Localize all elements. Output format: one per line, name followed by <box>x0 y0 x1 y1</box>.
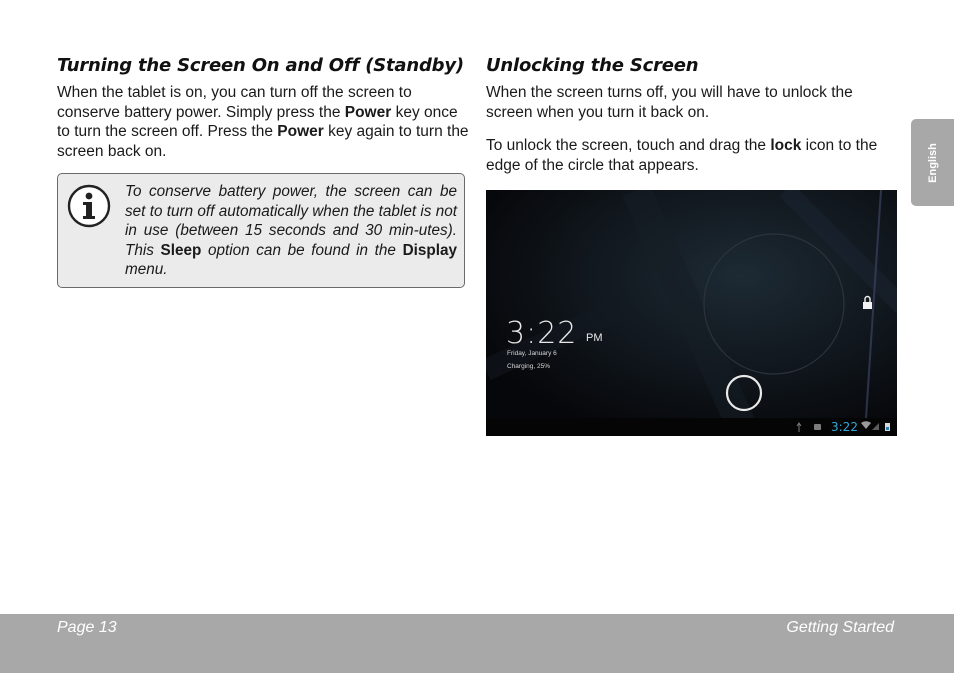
page-number: Page 13 <box>57 619 117 636</box>
section-heading-standby: Turning the Screen On and Off (Standby) <box>57 55 464 76</box>
language-tab-label: English <box>926 142 939 183</box>
note-text: To conserve battery power, the screen can be set to turn off automatically when the tablet is not in use (between 15 seconds and 30 min-utes). This Sleep option can be found in the Display menu. <box>125 183 457 278</box>
lockscreen-clock: 3:22 <box>506 316 578 351</box>
unlock-paragraph-1: When the screen turns off, you will have to unlock the screen when you turn it back on. <box>486 84 853 121</box>
info-icon <box>67 184 111 228</box>
status-clock: 3:22 <box>831 420 858 434</box>
standby-paragraph: When the tablet is on, you can turn off the screen to conserve battery power. Simply press the Power key once to turn the screen off. Press the Power key again to turn the screen back on. <box>57 84 469 160</box>
lockscreen-ampm: PM <box>586 332 603 344</box>
lockscreen-charging: Charging, 25% <box>507 363 550 370</box>
lockscreen-image <box>486 190 897 436</box>
unlock-paragraph-2: To unlock the screen, touch and drag the lock icon to the edge of the circle that appears. <box>486 137 878 174</box>
language-tab <box>911 119 954 206</box>
lockscreen-background <box>486 190 897 436</box>
lockscreen-date: Friday, January 6 <box>507 350 557 357</box>
section-name: Getting Started <box>786 619 894 636</box>
info-note-box <box>57 173 465 288</box>
section-heading-unlocking: Unlocking the Screen <box>486 55 699 76</box>
